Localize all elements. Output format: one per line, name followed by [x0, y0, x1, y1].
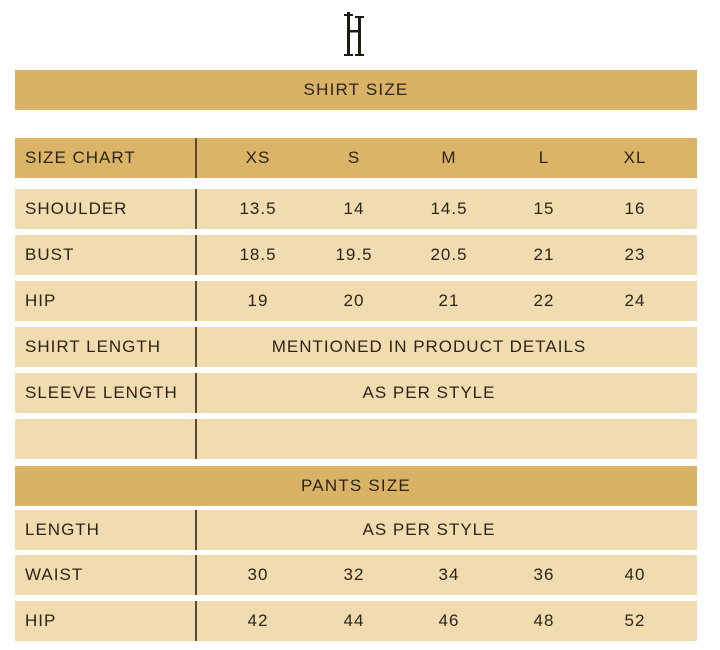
cell-value: 22 [533, 291, 555, 310]
cell-value: 40 [624, 565, 646, 584]
table-row [15, 373, 697, 413]
cell-value: 15 [533, 199, 555, 218]
row-label: SLEEVE LENGTH [25, 383, 178, 402]
table-row [15, 281, 697, 321]
cell-value: 16 [624, 199, 646, 218]
cell-value: 21 [533, 245, 555, 264]
size-xs: XS [245, 148, 271, 167]
table-row [15, 189, 697, 229]
brand-h-monogram-icon [343, 10, 367, 58]
row-label: LENGTH [25, 520, 100, 539]
table-row [15, 510, 697, 550]
cell-value: 34 [438, 565, 460, 584]
pants-size-title-text: PANTS SIZE [301, 476, 411, 495]
cell-value: 32 [343, 565, 365, 584]
empty-cells [197, 419, 697, 459]
cell-value: 14 [343, 199, 365, 218]
table-row [15, 327, 697, 367]
table-row [15, 601, 697, 641]
spanning-value: AS PER STYLE [362, 520, 496, 539]
empty-row [15, 419, 697, 459]
shirt-size-title [15, 70, 697, 110]
cell-value: 18.5 [239, 245, 277, 264]
size-xl: XL [623, 148, 647, 167]
cell-value: 20.5 [430, 245, 468, 264]
cell-value: 20 [343, 291, 365, 310]
table-row [15, 555, 697, 595]
cell-value: 42 [247, 611, 269, 630]
cell-value: 14.5 [430, 199, 468, 218]
size-s: S [347, 148, 361, 167]
size-m: M [441, 148, 457, 167]
cell-value: 36 [533, 565, 555, 584]
row-label: BUST [25, 245, 75, 264]
cell-value: 13.5 [239, 199, 277, 218]
size-chart-label: SIZE CHART [25, 148, 136, 167]
size-l: L [538, 148, 550, 167]
cell-value: 48 [533, 611, 555, 630]
shirt-size-title-text: SHIRT SIZE [303, 80, 409, 99]
cell-value: 23 [624, 245, 646, 264]
row-label: SHIRT LENGTH [25, 337, 162, 356]
row-label: WAIST [25, 565, 84, 584]
pants-size-title [15, 466, 697, 506]
cell-value: 19.5 [335, 245, 373, 264]
cell-value: 46 [438, 611, 460, 630]
row-label: SHOULDER [25, 199, 128, 218]
spanning-value: AS PER STYLE [362, 383, 496, 402]
row-label: HIP [25, 611, 57, 630]
cell-value: 24 [624, 291, 646, 310]
cell-value: 52 [624, 611, 646, 630]
cell-value: 19 [247, 291, 269, 310]
table-row [15, 235, 697, 275]
size-chart-header-row [15, 138, 697, 178]
cell-value: 44 [343, 611, 365, 630]
cell-value: 21 [438, 291, 460, 310]
cell-value: 30 [247, 565, 269, 584]
spanning-value: MENTIONED IN PRODUCT DETAILS [271, 337, 587, 356]
row-label: HIP [25, 291, 57, 310]
